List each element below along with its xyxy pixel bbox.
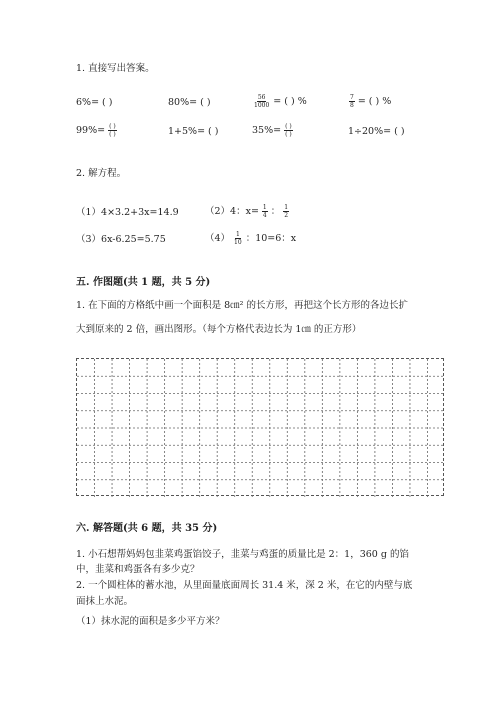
section6-p1-line1: 1. 小石想帮妈妈包韭菜鸡蛋馅饺子，韭菜与鸡蛋的质量比是 2：1，360 g 的馅 xyxy=(76,549,409,560)
fraction-denominator: ( ) xyxy=(109,131,116,138)
grid-lines xyxy=(77,359,445,497)
q2-eq3: （3）6x-6.25=5.75 xyxy=(76,234,166,245)
fraction-denominator: 2 xyxy=(284,212,289,219)
fraction-denominator: 8 xyxy=(350,102,354,109)
fraction-numerator: ( ) xyxy=(109,123,116,130)
q1-r1-d-rest: = ( ) % xyxy=(357,95,392,107)
fraction xyxy=(108,123,117,138)
q1-title: 1. 直接写出答案。 xyxy=(76,63,155,74)
q2-eq2-mid: ： xyxy=(270,205,281,217)
q1-r2-b: 1+5%= ( ) xyxy=(168,126,219,137)
fraction xyxy=(253,94,270,109)
q2-eq4 xyxy=(205,231,296,246)
q2-eq4-rest: ：10=6：x xyxy=(245,232,297,244)
q2-eq1: （1）4×3.2+3x=14.9 xyxy=(76,207,179,218)
fraction-denominator: ( ) xyxy=(285,131,292,138)
fraction xyxy=(283,204,289,219)
fraction-numerator: ( ) xyxy=(285,123,292,130)
fraction-numerator: 1 xyxy=(284,204,289,211)
fraction-denominator: 10 xyxy=(234,239,242,246)
fraction xyxy=(349,94,355,109)
square-grid xyxy=(76,358,444,496)
q1-r1-d xyxy=(348,94,391,109)
q1-r2-a xyxy=(76,123,118,138)
fraction xyxy=(233,231,243,246)
q1-r2-c xyxy=(252,123,294,138)
q1-r2-c-text: 35%= xyxy=(252,124,282,136)
section6-p2-line1: 2. 一个圆柱体的蓄水池，从里面量底面周长 31.4 米，深 2 米，在它的内壁与底 xyxy=(76,580,413,591)
q2-eq4-pre: （4） xyxy=(205,232,231,244)
section6-p1-line2: 中，韭菜和鸡蛋各有多少克？ xyxy=(76,564,200,575)
fraction xyxy=(284,123,293,138)
section6-p2-line2: 面抹上水泥。 xyxy=(76,596,134,607)
fraction-numerator: 7 xyxy=(350,94,354,101)
fraction xyxy=(262,204,268,219)
section6-heading: 六. 解答题(共 6 题，共 35 分) xyxy=(76,523,218,534)
fraction-numerator: 1 xyxy=(262,204,267,211)
q1-r2-a-text: 99%= xyxy=(76,124,106,136)
q2-eq2 xyxy=(205,204,290,219)
q1-r2-d: 1÷20%= ( ) xyxy=(348,126,405,137)
q1-r1-c-rest: = ( ) % xyxy=(273,95,307,107)
section6-p2-sub1: （1）抹水泥的面积是多少平方米？ xyxy=(76,616,225,627)
q1-r1-b: 80%= ( ) xyxy=(168,97,211,108)
fraction-numerator: 1 xyxy=(235,231,240,238)
q2-eq2-pre: （2）4：x= xyxy=(205,205,259,217)
q1-r1-c xyxy=(252,94,307,109)
fraction-denominator: 4 xyxy=(262,212,267,219)
fraction-numerator: 56 xyxy=(257,94,266,101)
q2-title: 2. 解方程。 xyxy=(76,168,127,179)
q1-r1-a: 6%= ( ) xyxy=(76,97,113,108)
section5-heading: 五. 作图题(共 1 题，共 5 分) xyxy=(76,277,211,288)
section5-line2: 大到原来的 2 倍，画出图形。（每个方格代表边长为 1㎝ 的正方形） xyxy=(76,324,362,335)
fraction-denominator: 1000 xyxy=(254,102,270,109)
section5-line1: 1. 在下面的方格纸中画一个面积是 8㎝² 的长方形，再把这个长方形的各边长扩 xyxy=(76,300,408,311)
